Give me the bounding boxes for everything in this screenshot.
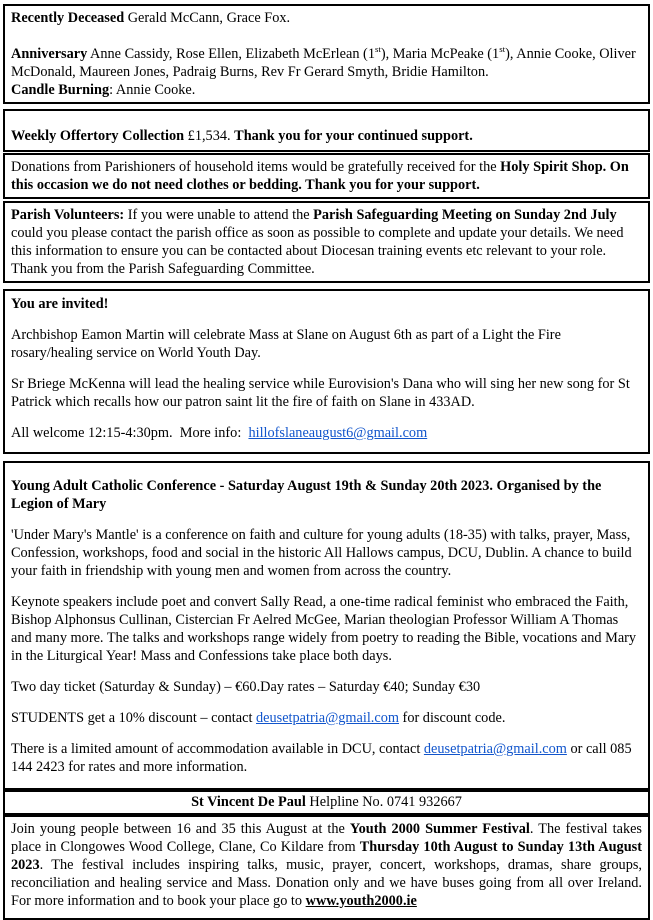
accommodation-text-2: or call 085 144 2423 for rates and more information. xyxy=(11,741,632,775)
student-discount-text-1: STUDENTS get a 10% discount – contact xyxy=(11,710,256,726)
recently-deceased-section xyxy=(3,4,650,104)
parish-volunteers-label: Parish Volunteers: xyxy=(11,207,125,223)
invitation-paragraph-1: Archbishop Eamon Martin will celebrate Mass at Slane on August 6th as part of a Light the Fire rosary/healing service on World Youth Day. xyxy=(11,327,561,361)
youth2000-text-3: . The festival includes inspiring talks, music, prayer, concert, workshops, dramas, share groups, reconciliation and healing service and Mass. Donation only and we have buses going from all over Ireland. For more information and to book your place go to xyxy=(11,857,642,909)
anniversary-names-1: Anne Cassidy, Rose Ellen, Elizabeth McErlean (1 xyxy=(87,46,375,62)
holy-spirit-shop-text: Holy Spirit Shop. On this occasion we do not need clothes or bedding. Thank you for your support. xyxy=(11,159,629,193)
conference-student-discount xyxy=(11,709,642,727)
student-discount-text-2: for discount code. xyxy=(398,710,506,726)
anniversary-names-3: ), Annie Cooke, Oliver McDonald, Maureen Jones, Padraig Burns, Rev Fr Gerard Smyth, Bridie Hamilton. xyxy=(11,46,636,80)
conference-section xyxy=(3,461,650,790)
donations-paragraph xyxy=(11,158,642,194)
conference-paragraph-1: 'Under Mary's Mantle' is a conference on faith and culture for young adults (18-35) with talks, prayer, Mass, Confession, workshops, food and social in the historic All Hallows campus, DCU, Dublin. A chance to build your faith in friendship with young men and women from across the country. xyxy=(11,527,632,579)
recently-deceased-names: Gerald McCann, Grace Fox. xyxy=(124,10,291,26)
offertory-label: Weekly Offertory Collection xyxy=(11,128,185,144)
svp-helpline-section xyxy=(3,790,650,815)
conference-ticket-prices: Two day ticket (Saturday & Sunday) – €60.Day rates – Saturday €40; Sunday €30 xyxy=(11,679,481,695)
candle-burning-names: : Annie Cooke. xyxy=(109,82,196,98)
offertory-line xyxy=(11,127,642,145)
anniversary-line xyxy=(11,45,642,81)
hill-of-slane-email-link[interactable]: hillofslaneaugust6@gmail.com xyxy=(248,425,428,441)
recently-deceased-label: Recently Deceased xyxy=(11,10,125,26)
offertory-section xyxy=(3,109,650,152)
parish-volunteers-section xyxy=(3,201,650,283)
youth2000-text-2: . The festival takes place in Clongowes Wood College, Clane, Co Kildare from xyxy=(11,821,642,855)
youth2000-website-link[interactable]: www.youth2000.ie xyxy=(305,893,417,909)
accommodation-text-1: There is a limited amount of accommodation available in DCU, contact xyxy=(11,741,424,757)
donations-text: Donations from Parishioners of household items would be gratefully received for the xyxy=(11,159,501,175)
youth2000-paragraph xyxy=(11,820,642,910)
svp-label: St Vincent De Paul xyxy=(191,794,306,810)
ordinal-superscript: st xyxy=(499,44,506,55)
candle-burning-line xyxy=(11,81,642,99)
conference-accommodation xyxy=(11,740,642,776)
parish-volunteers-paragraph xyxy=(11,206,642,278)
volunteers-text-1: If you were unable to attend the xyxy=(124,207,314,223)
offertory-thanks: Thank you for your continued support. xyxy=(234,128,473,144)
recently-deceased-line xyxy=(11,9,642,27)
youth2000-festival-label: Youth 2000 Summer Festival xyxy=(349,821,530,837)
invitation-heading xyxy=(11,295,642,313)
youth2000-text-1: Join young people between 16 and 35 this August at the xyxy=(11,821,350,837)
anniversary-label: Anniversary xyxy=(11,46,88,62)
volunteers-text-2: could you please contact the parish office as soon as possible to complete and update your details. We need this information to ensure you can be contacted about Diocesan training events etc relevant to your role. Thank you from the Parish Safeguarding Committee. xyxy=(11,225,624,277)
invitation-heading-text: You are invited! xyxy=(11,296,109,312)
youth2000-section xyxy=(3,815,650,920)
donations-section xyxy=(3,153,650,199)
ordinal-superscript: st xyxy=(374,44,381,55)
anniversary-names-2: ), Maria McPeake (1 xyxy=(380,46,500,62)
offertory-amount: £1,534. xyxy=(184,128,235,144)
svp-helpline-number: Helpline No. 0741 932667 xyxy=(305,794,462,810)
conference-heading xyxy=(11,477,642,513)
invitation-section xyxy=(3,289,650,454)
svp-helpline-line xyxy=(11,793,642,811)
invitation-paragraph-3 xyxy=(11,424,642,442)
conference-heading-text: Young Adult Catholic Conference - Saturday August 19th & Sunday 20th 2023. Organised by the Legion of Mary xyxy=(11,478,602,512)
safeguarding-meeting-text: Parish Safeguarding Meeting on Sunday 2nd July xyxy=(313,207,617,223)
conference-paragraph-2: Keynote speakers include poet and convert Sally Read, a one-time radical feminist who embraced the Faith, Bishop Alphonsus Cullinan, Cistercian Fr Aelred McGee, Marian theologian Professor William A Thomas and many more. The talks and workshops range widely from poetry to reading the Bible, vocations and Mary in the Liturgical Year! Mass and Confessions take place both days. xyxy=(11,594,637,664)
deusetpatria-email-link-2[interactable]: deusetpatria@gmail.com xyxy=(423,741,567,757)
deusetpatria-email-link[interactable]: deusetpatria@gmail.com xyxy=(256,710,399,726)
invitation-welcome-text: All welcome 12:15-4:30pm. More info: xyxy=(11,425,249,441)
youth2000-dates-label: Thursday 10th August to Sunday 13th August 2023 xyxy=(11,839,642,873)
invitation-paragraph-2: Sr Briege McKenna will lead the healing service while Eurovision's Dana who will sing her new song for St Patrick which recalls how our patron saint lit the fire of faith on Slane in 433AD. xyxy=(11,376,630,410)
candle-burning-label: Candle Burning xyxy=(11,82,110,98)
